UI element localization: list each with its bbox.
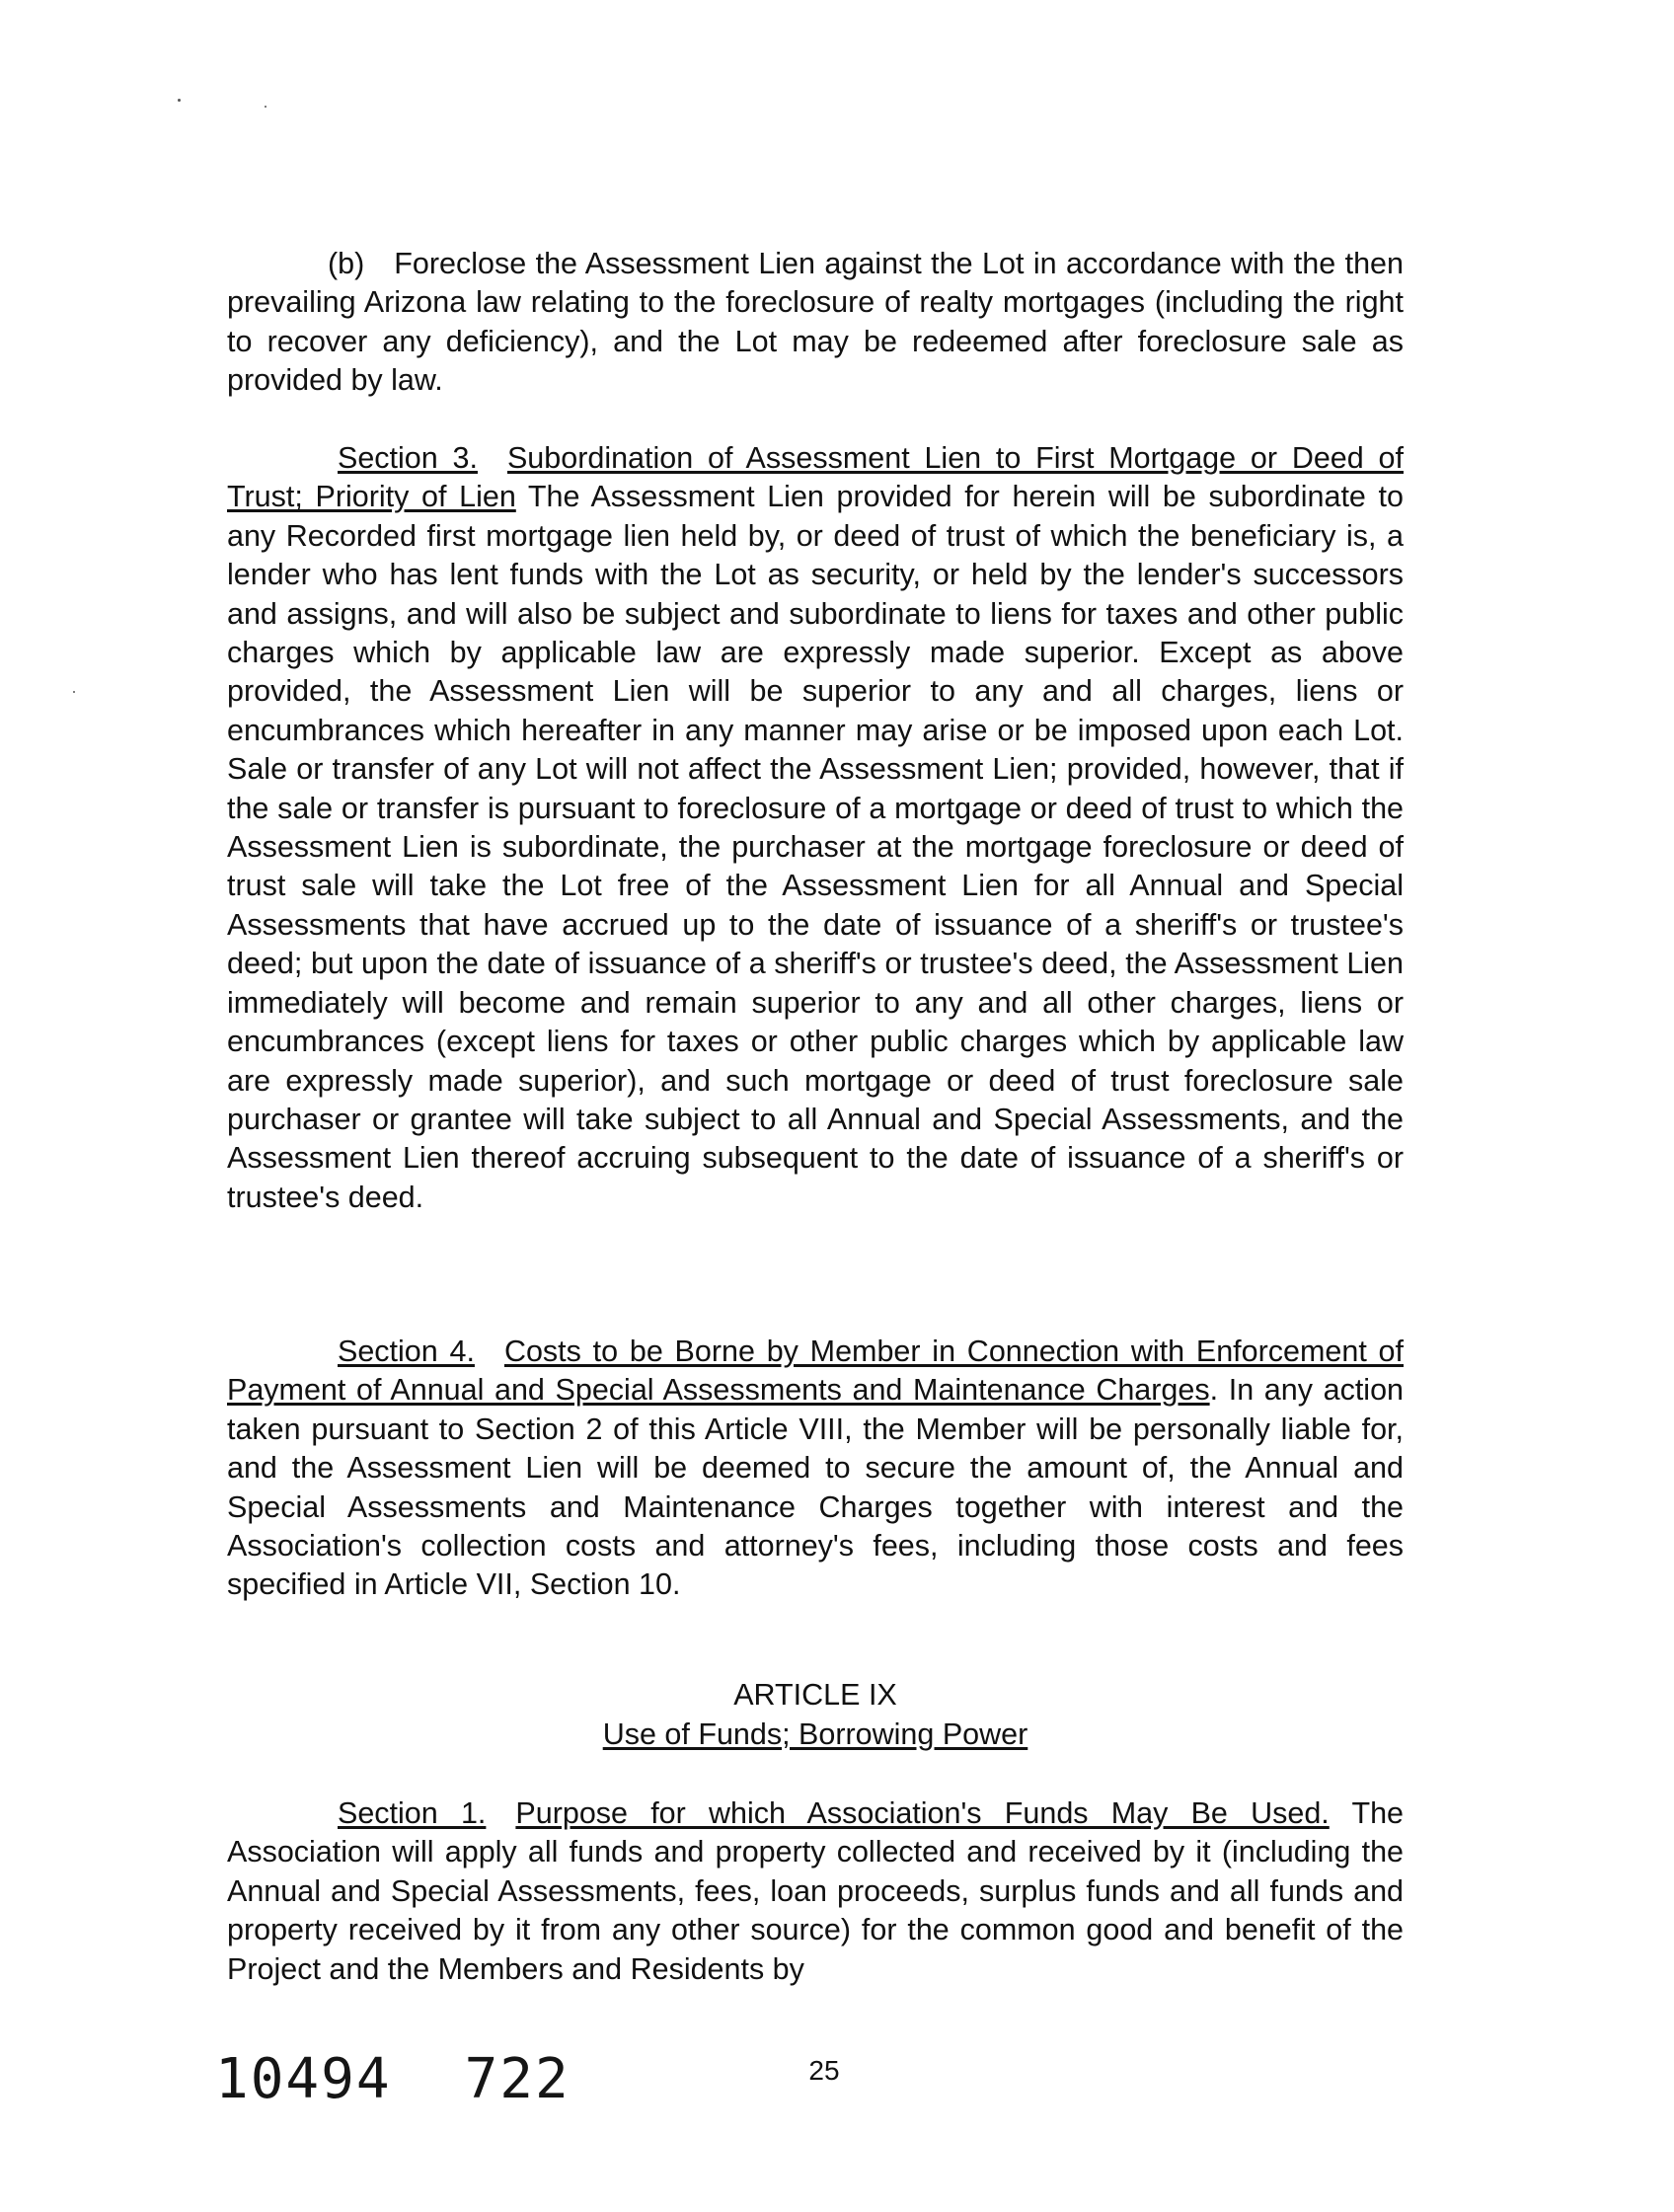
section-4-text: In any action taken pursuant to Section 2 of this Article VIII, the Member will be personally liable for, and the Assessment Lien will be deemed to secure the amount of, the Annual and Special Assessments and Maintenance Charges together with interest and the Association's collection costs and attorney's fees, including those costs and fees specified in Article VII, Section 10. [227,1373,1405,1602]
paragraph-b-text: Foreclose the Assessment Lien against the Lot in accordance with the then prevailing Arizona law relating to the foreclosure of realty mortgages (including the right to recover any deficiency), and the Lot may be redeemed after foreclosure sale as provided by law. [227,247,1404,398]
article-title: Use of Funds; Borrowing Power [602,1717,1028,1751]
article-ix-heading-block [227,1675,1404,1754]
section-3-title: Subordination of Assessment Lien to First Mortgage or Deed of Trust; Priority of Lien [227,441,1404,514]
article-ix-section-1 [227,1794,1404,1989]
article-ix-section-1-label: Section 1. [338,1796,487,1830]
section-4: Section 4. Costs to be Borne by Member in Connection with Enforcement of Payment of Annual and Special Assessments and Maintenance Charges. In any action taken pursuant to Section 2 of this Article VIII, the Member will be personally liable for, and the Assessment Lien will be deemed to secure the amount of, the Annual and Special Assessments and Maintenance Charges together with interest and the Association's collection costs and attorney's fees, including those costs and fees specified in Article VII, Section 10. [227,1335,1405,1602]
recording-book: 10494 [215,2047,392,2111]
section-4-label: Section 4. [338,1335,475,1368]
scan-speck [265,106,266,108]
paragraph-b [227,245,1404,401]
section-3 [227,439,1404,1217]
scan-speck [73,691,75,693]
article-heading: ARTICLE IX [733,1678,897,1712]
recording-stamp [215,2047,571,2111]
section-4-title: Costs to be Borne by Member in Connection with Enforcement of Payment of Annual and Special Assessments and Maintenance Charges [227,1335,1404,1408]
article-ix-section-1-text: The Association will apply all funds and property collected and received by it (including the Annual and Special Assessments, fees, loan proceeds, surplus funds and all funds and property received by it from any other source) for the common good and benefit of the Project and the Members and Residents by [227,1796,1404,1986]
paragraph-b-label: (b) [328,247,365,280]
recording-page: 722 [464,2047,571,2111]
article-ix-section-1-title: Purpose for which Association's Funds May Be Used. [515,1796,1330,1830]
section-3-text: The Assessment Lien provided for herein will be subordinate to any Recorded first mortgage lien held by, or deed of trust of which the beneficiary is, a lender who has lent funds with the Lot as security, or held by the lender's successors and assigns, and will also be subject and subordinate to liens for taxes and other public charges which by applicable law are expressly made superior. Except as above provided, the Assessment Lien will be superior to any and all charges, liens or encumbrances which hereafter in any manner may arise or be imposed upon each Lot. Sale or transfer of any Lot will not affect the Assessment Lien; provided, however, that if the sale or transfer is pursuant to foreclosure of a mortgage or deed of trust to which the Assessment Lien is subordinate, the purchaser at the mortgage foreclosure or deed of trust sale will take the Lot free of the Assessment Lien for all Annual and Special Assessments that have accrued up to the date of issuance of a sheriff's or trustee's deed; but upon the date of issuance of a sheriff's or trustee's deed, the Assessment Lien immediately will become and remain superior to any and all other charges, liens or encumbrances (except liens for taxes or other public charges which by applicable law are expressly made superior), and such mortgage or deed of trust foreclosure sale purchaser or grantee will take subject to all Annual and Special Assessments, and the Assessment Lien thereof accruing subsequent to the date of issuance of a sheriff's or trustee's deed. [227,480,1404,1214]
section-3-label: Section 3. [338,441,478,475]
page-number: 25 [808,2055,840,2086]
scan-speck [178,99,181,102]
